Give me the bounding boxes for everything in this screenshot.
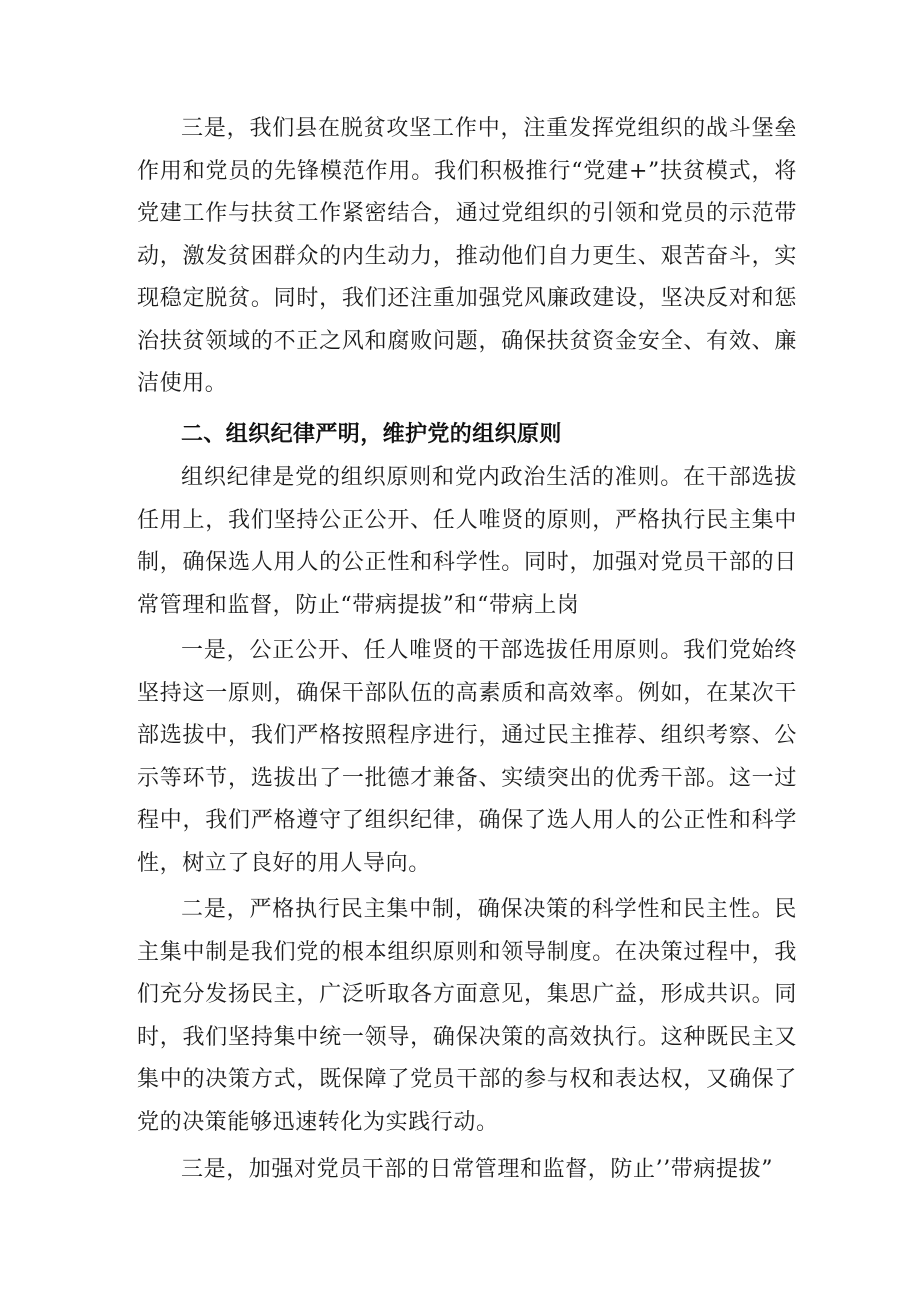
- paragraph-organizational-discipline-intro: 组织纪律是党的组织原则和党内政治生活的准则。在干部选拔任用上，我们坚持公正公开、任人唯贤的原则，严格执行民主集中制，确保选人用人的公正性和科学性。同时，加强对党员干部的日常管理和监督，防止“带病提拔”和“带病上岗: [137, 465, 797, 618]
- section-heading-organizational-discipline: 二、组织纪律严明，维护党的组织原则: [181, 422, 562, 447]
- paragraph-democratic-centralism: 二是，严格执行民主集中制，确保决策的科学性和民主性。民主集中制是我们党的根本组织原则和领导制度。在决策过程中，我们充分发扬民主，广泛听取各方面意见，集思广益，形成共识。同时，我们坚持集中统一领导，确保决策的高效执行。这种既民主又集中的决策方式，既保障了党员干部的参与权和表达权，又确保了党的决策能够迅速转化为实践行动。: [137, 897, 797, 1135]
- paragraph-cadre-selection-principle: 一是，公正公开、任人唯贤的干部选拔任用原则。我们党始终坚持这一原则，确保干部队伍的高素质和高效率。例如，在某次干部选拔中，我们严格按照程序进行，通过民主推荐、组织考察、公示等环节，选拔出了一批德才兼备、实绩突出的优秀干部。这一过程中，我们严格遵守了组织纪律，确保了选人用人的公正性和科学性，树立了良好的用人导向。: [137, 638, 797, 876]
- paragraph-daily-supervision: 三是，加强对党员干部的日常管理和监督，防止’’带病提拔”: [181, 1157, 774, 1182]
- paragraph-poverty-alleviation: 三是，我们县在脱贫攻坚工作中，注重发挥党组织的战斗堡垒作用和党员的先锋模范作用。我们积极推行“党建+”扶贫模式，将党建工作与扶贫工作紧密结合，通过党组织的引领和党员的示范带动，激发贫困群众的内生动力，推动他们自力更生、艰苦奋斗，实现稳定脱贫。同时，我们还注重加强党风廉政建设，坚决反对和惩治扶贫领域的不正之风和腐败问题，确保扶贫资金安全、有效、廉洁使用。: [137, 116, 797, 396]
